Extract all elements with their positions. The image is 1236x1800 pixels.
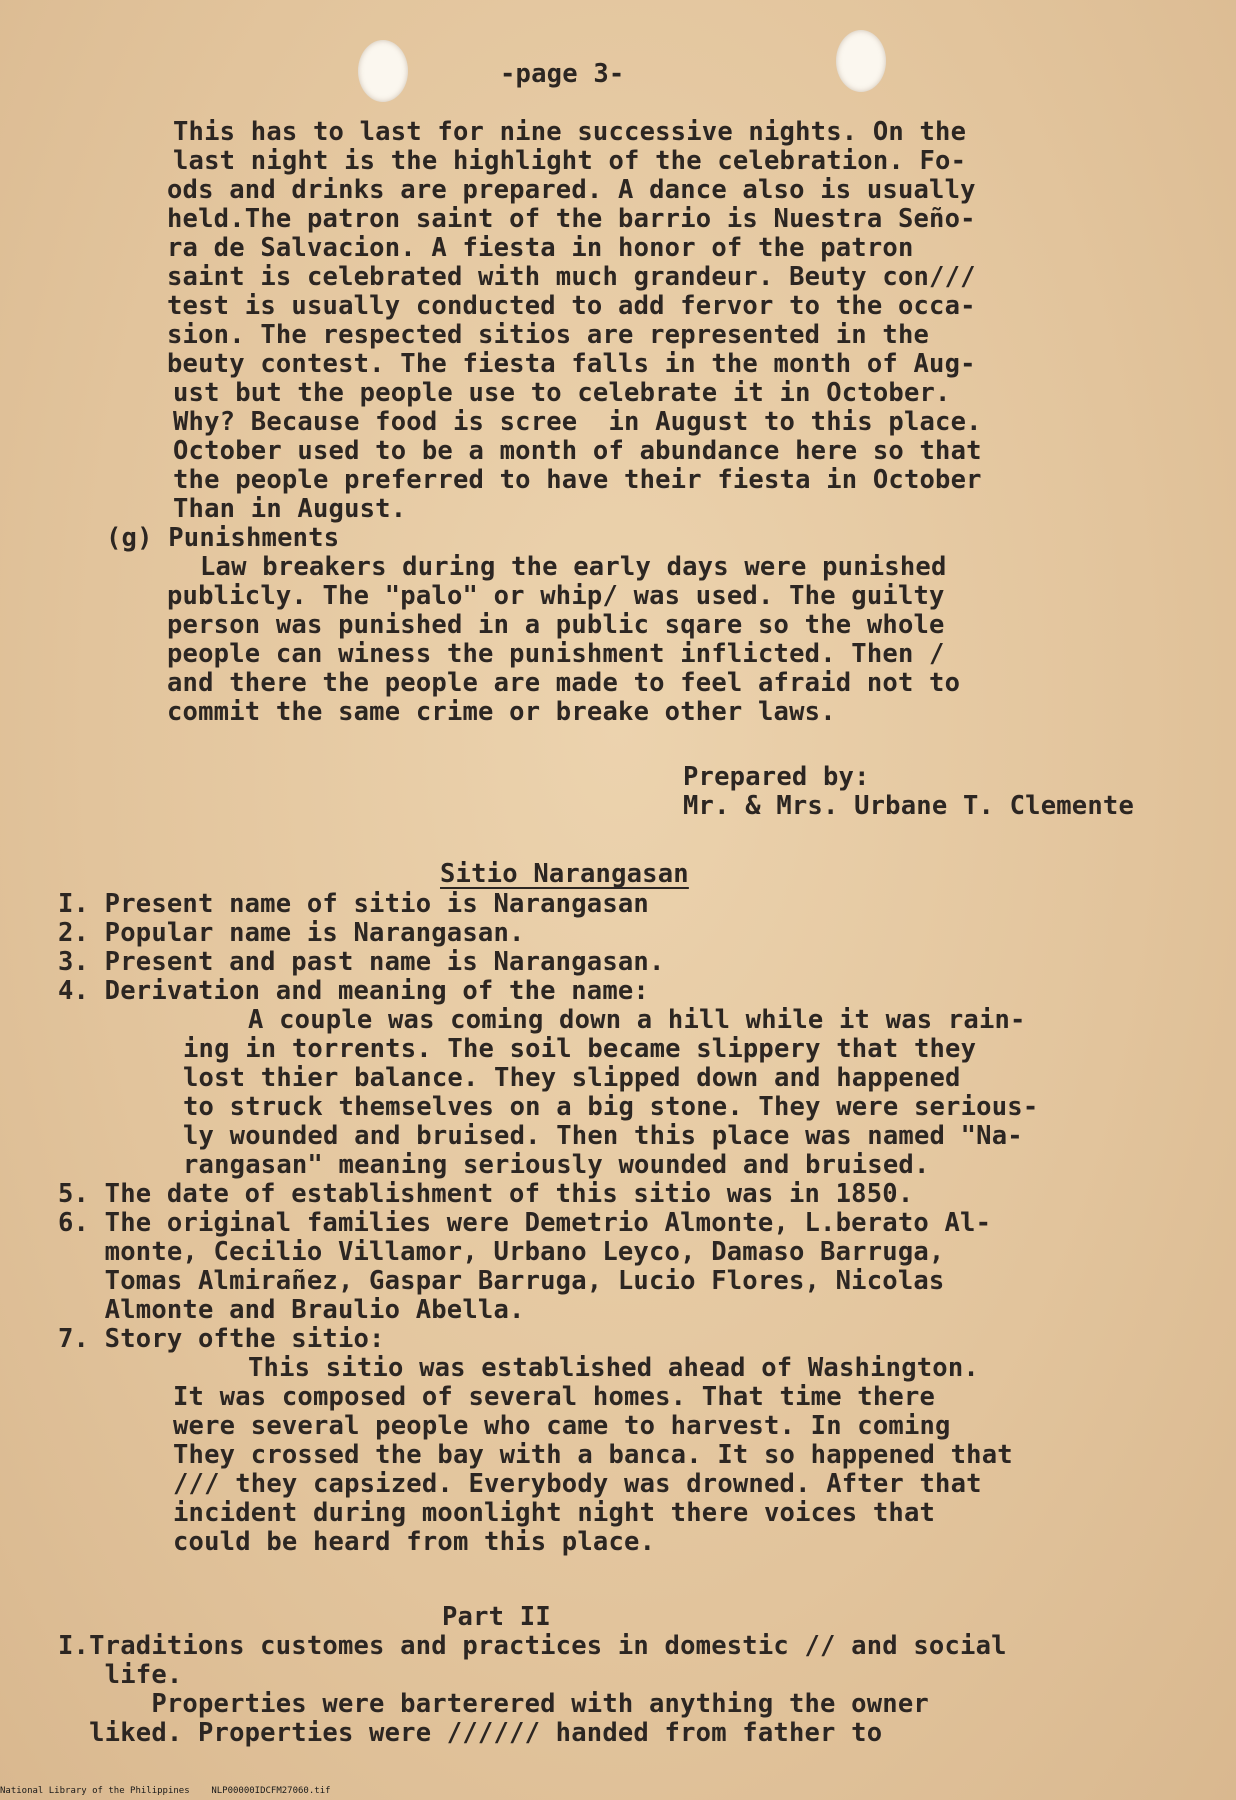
text-line: ods and drinks are prepared. A dance also is usually — [167, 175, 976, 205]
text-line: person was punished in a public sqare so the whole — [167, 610, 945, 640]
text-line: ing in torrents. The soil became slippery that they — [183, 1034, 977, 1064]
list-item: monte, Cecilio Villamor, Urbano Leyco, Damaso Barruga, — [58, 1237, 945, 1267]
punch-hole-left — [358, 40, 408, 102]
text-line: could be heard from this place. — [173, 1527, 656, 1557]
text-line: incident during moonlight night there voices that — [173, 1498, 936, 1528]
text-line: /// they capsized. Everybody was drowned. After that — [173, 1469, 982, 1499]
text-line: publicly. The "palo" or whip/ was used. The guilty — [167, 581, 945, 611]
text-line: It was composed of several homes. That time there — [173, 1382, 936, 1412]
list-item: Tomas Almirañez, Gaspar Barruga, Lucio Flores, Nicolas — [58, 1266, 945, 1296]
text-line: held.The patron saint of the barrio is Nuestra Seño- — [167, 204, 976, 234]
prepared-by-label: Prepared by: — [683, 762, 870, 792]
punch-hole-right — [836, 30, 886, 92]
list-item: I. Present name of sitio is Narangasan — [58, 889, 649, 919]
text-line: October used to be a month of abundance here so that — [173, 436, 982, 466]
section-heading-punishments: (g) Punishments — [106, 523, 340, 553]
text-line: and there the people are made to feel afraid not to — [167, 668, 961, 698]
text-line: rangasan" meaning seriously wounded and bruised. — [183, 1150, 930, 1180]
list-item: 3. Present and past name is Narangasan. — [58, 947, 665, 977]
text-line: They crossed the bay with a banca. It so happened that — [173, 1440, 1013, 1470]
text-line: to struck themselves on a big stone. They were serious- — [183, 1092, 1039, 1122]
text-line: last night is the highlight of the celebration. Fo- — [173, 146, 967, 176]
page-header: -page 3- — [500, 59, 625, 89]
list-item: 4. Derivation and meaning of the name: — [58, 976, 649, 1006]
text-line: Why? Because food is scree in August to this place. — [173, 407, 982, 437]
text-line: ust but the people use to celebrate it in October. — [173, 378, 951, 408]
text-line: liked. Properties were ////// handed from father to — [58, 1718, 883, 1748]
prepared-by-names: Mr. & Mrs. Urbane T. Clemente — [683, 791, 1135, 821]
text-line: beuty contest. The fiesta falls in the month of Aug- — [167, 349, 976, 379]
text-line: A couple was coming down a hill while it was rain- — [248, 1005, 1026, 1035]
text-line: This has to last for nine successive nights. On the — [173, 117, 967, 147]
text-line: ra de Salvacion. A fiesta in honor of the patron — [167, 233, 914, 263]
list-item: Almonte and Braulio Abella. — [58, 1295, 525, 1325]
archive-footer: National Library of the Philippines NLP00000IDCFM27060.tif — [0, 1786, 331, 1796]
list-item: 6. The original families were Demetrio Almonte, L.berato Al- — [58, 1208, 992, 1238]
text-line: were several people who came to harvest. In coming — [173, 1411, 951, 1441]
text-line: people can winess the punishment inflicted. Then / — [167, 639, 945, 669]
text-line: life. — [58, 1660, 183, 1690]
text-line: I.Traditions customes and practices in domestic // and social — [58, 1631, 1007, 1661]
sitio-heading: Sitio Narangasan — [440, 859, 689, 889]
list-item: 7. Story ofthe sitio: — [58, 1324, 385, 1354]
text-line: the people preferred to have their fiesta in October — [173, 465, 982, 495]
text-line: ly wounded and bruised. Then this place was named "Na- — [183, 1121, 1023, 1151]
text-line: This sitio was established ahead of Washington. — [248, 1353, 979, 1383]
text-line: commit the same crime or breake other laws. — [167, 697, 836, 727]
list-item: 2. Popular name is Narangasan. — [58, 918, 525, 948]
part-heading: Part II — [442, 1602, 551, 1632]
text-line: Properties were barterered with anything the owner — [58, 1689, 929, 1719]
text-line: test is usually conducted to add fervor to the occa- — [167, 291, 976, 321]
text-line: lost thier balance. They slipped down and happened — [183, 1063, 961, 1093]
text-line: Law breakers during the early days were punished — [200, 552, 947, 582]
text-line: saint is celebrated with much grandeur. Beuty con/// — [167, 262, 976, 292]
list-item: 5. The date of establishment of this sitio was in 1850. — [58, 1179, 914, 1209]
text-line: sion. The respected sitios are represented in the — [167, 320, 930, 350]
text-line: Than in August. — [173, 494, 407, 524]
